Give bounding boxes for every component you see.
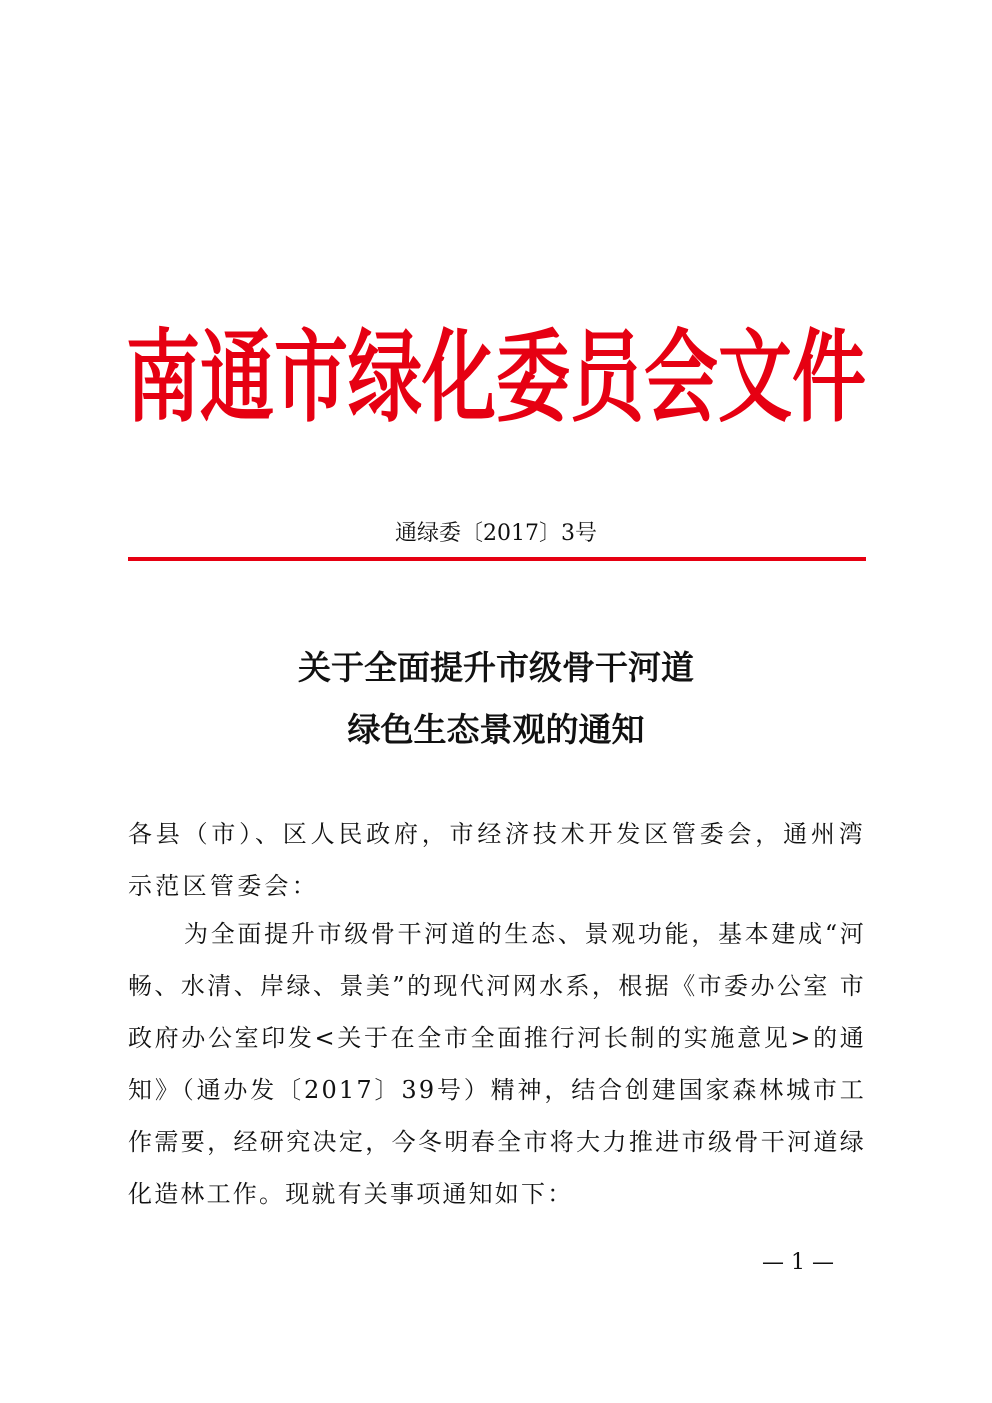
- red-divider-line: [128, 557, 866, 561]
- body-paragraph: 为全面提升市级骨干河道的生态、景观功能，基本建成“河畅、水清、岸绿、景美”的现代河网水系，根据《市委办公室 市政府办公室印发<关于在全市全面推行河长制的实施意见>的通知》（通办发〔2017〕39号）精神，结合创建国家森林城市工作需要，经研究决定，今冬明春全市将大力推进市级骨干河道绿化造林工作。现就有关事项通知如下：: [128, 920, 866, 1208]
- document-header: 南通市绿化委员会文件: [126, 319, 866, 437]
- page-number: — 1 —: [762, 1250, 834, 1275]
- salutation: 各县（市）、区人民政府，市经济技术开发区管委会，通州湾示范区管委会：: [128, 820, 866, 900]
- title-line-2: 绿色生态景观的通知: [347, 710, 645, 749]
- document-number: 通绿委〔2017〕3号: [395, 521, 597, 546]
- title-line-1: 关于全面提升市级骨干河道: [298, 648, 694, 687]
